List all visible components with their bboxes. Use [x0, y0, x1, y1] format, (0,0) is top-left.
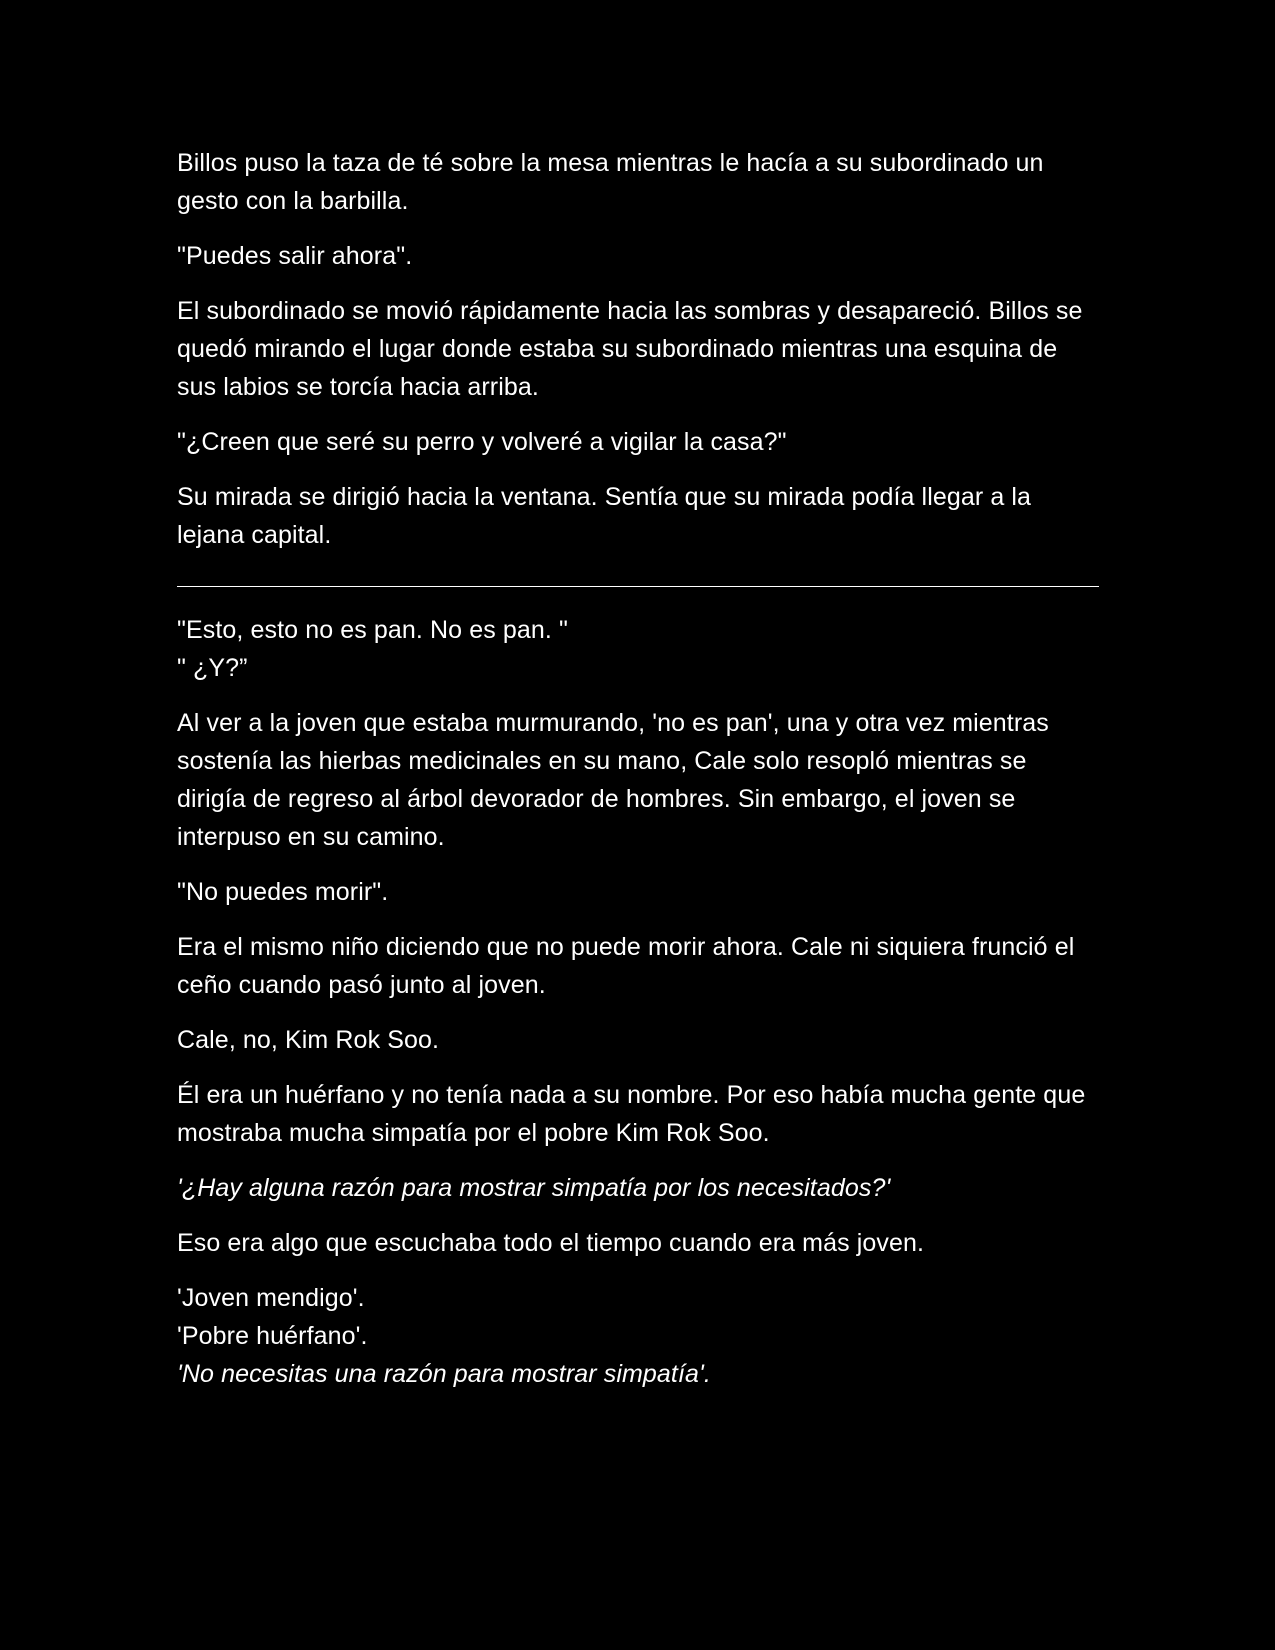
paragraph: Cale, no, Kim Rok Soo. [177, 1026, 440, 1054]
closing-line: 'Joven mendigo'. [177, 1284, 365, 1312]
paragraph: El subordinado se movió rápidamente hacia las sombras y desapareció. Billos se quedó mirando el lugar donde estaba su subordinado mientras una esquina de sus labios se torcía hacia arriba. [177, 297, 1083, 401]
paragraph: "¿Creen que seré su perro y volveré a vigilar la casa?" [177, 428, 787, 456]
italic-thought: '¿Hay alguna razón para mostrar simpatía por los necesitados?' [177, 1174, 891, 1202]
paragraph: "No puedes morir". [177, 878, 389, 906]
paragraph: Su mirada se dirigió hacia la ventana. Sentía que su mirada podía llegar a la lejana capital. [177, 483, 1032, 549]
document-page [177, 144, 1099, 1393]
paragraph: Billos puso la taza de té sobre la mesa mientras le hacía a su subordinado un gesto con la barbilla. [177, 149, 1044, 215]
paragraph: Él era un huérfano y no tenía nada a su nombre. Por eso había mucha gente que mostraba mucha simpatía por el pobre Kim Rok Soo. [177, 1081, 1086, 1147]
paragraph: "Puedes salir ahora". [177, 242, 413, 270]
dialogue-line: " ¿Y?” [177, 654, 248, 682]
section-divider [177, 586, 1099, 587]
paragraph: Era el mismo niño diciendo que no puede morir ahora. Cale ni siquiera frunció el ceño cuando pasó junto al joven. [177, 933, 1075, 999]
paragraph: Eso era algo que escuchaba todo el tiempo cuando era más joven. [177, 1229, 925, 1257]
closing-line-italic: 'No necesitas una razón para mostrar simpatía'. [177, 1360, 711, 1388]
closing-line: 'Pobre huérfano'. [177, 1322, 368, 1350]
paragraph: Al ver a la joven que estaba murmurando, 'no es pan', una y otra vez mientras sostenía las hierbas medicinales en su mano, Cale solo resopló mientras se dirigía de regreso al árbol devorador de hombres. Sin embargo, el joven se interpuso en su camino. [177, 709, 1049, 851]
dialogue-line: "Esto, esto no es pan. No es pan. " [177, 616, 568, 644]
